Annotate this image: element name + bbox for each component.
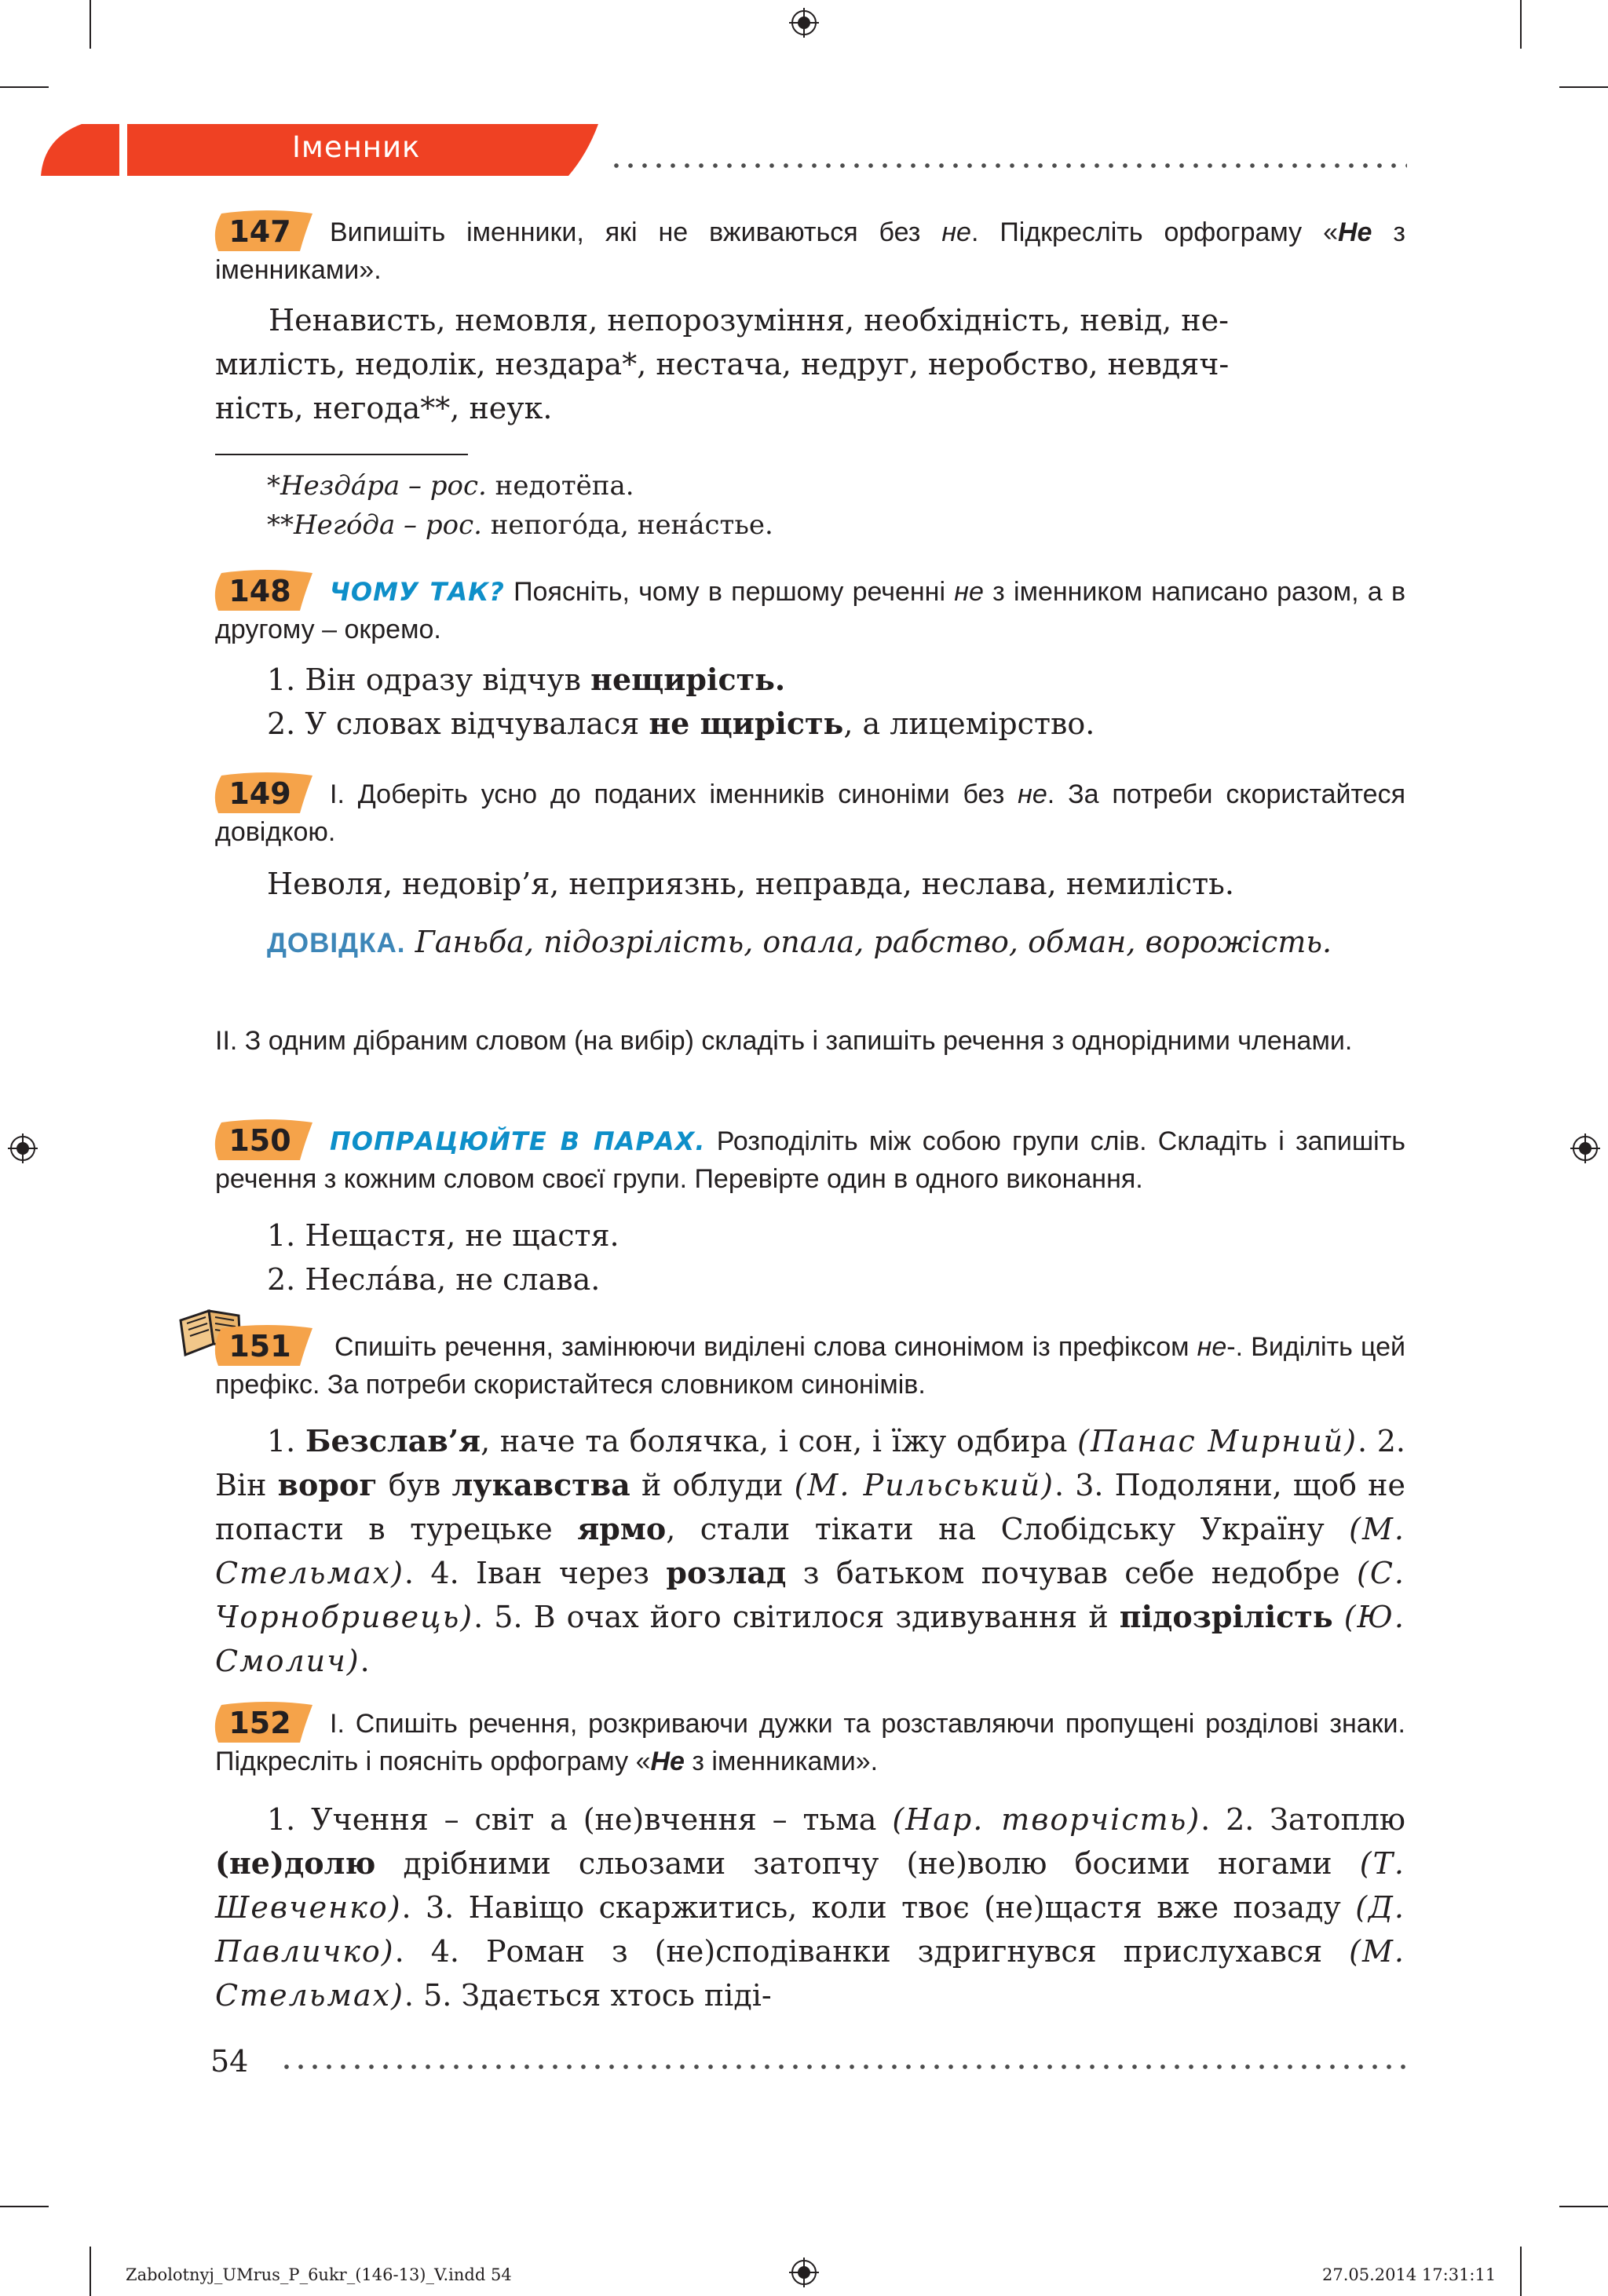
footnote: **Негóда – рос. непогóда, ненáстье.	[267, 509, 773, 541]
print-slug-date: 27.05.2014 17:31:11	[1322, 2265, 1497, 2284]
text-line: милість, недолік, нездара*, нестача, недруг, неробство, невдяч-	[215, 347, 1230, 381]
footnote: *Нездáра – рос. недотёпа.	[267, 470, 634, 502]
print-slug-file: Zabolotnyj_UMrus_P_6ukr_(146-13)_V.indd 54	[126, 2265, 512, 2284]
exercise-number-badge: 151	[212, 1325, 316, 1367]
exercise-task: І. Доберіть усно до поданих іменників синоніми без не. За потреби скористайтеся довідкою.	[215, 779, 1405, 847]
crop-mark	[1559, 2206, 1608, 2207]
text-line: 2. Неслáва, не слава.	[267, 1262, 601, 1297]
exercise-text: 1. Учення – світ а (не)вчення – тьма (Нар. творчість). 2. Затоплю (не)долю дрібними сльозами затопчу (не)волю босими ногами (Т. Шевченко). 3. Навіщо скаржитись, коли твоє (не)щастя вже позаду (Д. Павличко). 4. Роман з (не)сподіванки здригнувся прислухався (М. Стельмах). 5. Здається хтось піді-	[215, 1802, 1405, 2013]
exercise-number-badge: 149	[212, 772, 316, 815]
crop-mark	[1559, 86, 1608, 88]
page-number: 54	[210, 2044, 249, 2079]
text-line: Ненависть, немовля, непорозуміння, необхідність, невід, не-	[269, 303, 1229, 338]
text-line: 1. Він одразу відчув нещирість.	[267, 662, 786, 697]
crop-mark	[1520, 0, 1522, 49]
exercise-tag: ПОПРАЦЮЙТЕ В ПАРАХ.	[330, 1126, 706, 1156]
crop-mark	[1520, 2247, 1522, 2296]
exercise-task: II. З одним дібраним словом (на вибір) складіть і запишіть речення з однорідними членами.	[215, 1026, 1353, 1056]
dovidka-label: ДОВІДКА.	[267, 928, 406, 958]
registration-mark-icon	[789, 2258, 819, 2287]
exercise-number-badge: 152	[212, 1702, 316, 1744]
dovidka-text: ДОВІДКА. Ганьба, підозрілість, опала, рабство, обман, ворожість.	[267, 925, 1332, 959]
section-title: Іменник	[292, 130, 421, 164]
exercise-tag: ЧОМУ ТАК?	[330, 577, 505, 607]
text-line: 1. Нещастя, не щастя.	[267, 1218, 619, 1253]
exercise-text: 1. Безслав’я, наче та болячка, і сон, і їжу одбира (Панас Мирний). 2. Він ворог був лукавства й облуди (М. Рильський). 3. Подоляни, щоб не попасти в турецьке ярмо, стали тікати на Слобідську Україну (М. Стельмах). 4. Іван через розлад з батьком почував себе недобре (С. Чорнобривець). 5. В очах його світилося здивування й підозрілість (Ю. Смолич).	[215, 1423, 1405, 1678]
text-line: Неволя, недовір’я, неприязнь, неправда, неслава, немилість.	[267, 867, 1234, 901]
footnote-rule	[215, 454, 468, 455]
exercise-task: Спишіть речення, замінюючи виділені слова синонімом із префіксом не-. Виділіть цей префікс. За потреби скористайтеся словником синонімів.	[215, 1332, 1406, 1400]
footer-dotted-rule	[280, 2064, 1407, 2069]
exercise-task: ЧОМУ ТАК? Поясніть, чому в першому реченні не з іменником написано разом, а в другому – окремо.	[215, 577, 1406, 644]
exercise-number-badge: 148	[212, 570, 316, 612]
registration-mark-icon	[8, 1133, 38, 1163]
text-line: ність, негода**, неук.	[215, 391, 553, 425]
crop-mark	[90, 2247, 91, 2296]
exercise-number-badge: 150	[212, 1119, 316, 1162]
registration-mark-icon	[789, 8, 819, 38]
registration-mark-icon	[1570, 1133, 1600, 1163]
crop-mark	[0, 86, 49, 88]
exercise-text	[267, 862, 1405, 906]
exercise-text	[267, 658, 1405, 746]
exercise-task: Випишіть іменники, які не вживаються без не. Підкресліть орфограму «Не з іменниками».	[215, 217, 1405, 285]
exercise-text	[215, 298, 1405, 430]
exercise-text	[267, 1214, 1405, 1301]
header-dotted-rule	[609, 163, 1407, 168]
exercise-task	[215, 1122, 1405, 1198]
crop-mark	[0, 2206, 49, 2207]
text-line: 2. У словах відчувалася не щирість, а лицемірство.	[267, 706, 1095, 741]
exercise-task: І. Спишіть речення, розкриваючи дужки та розставляючи пропущені розділові знаки. Підкресліть і поясніть орфограму «Не з іменниками».	[215, 1709, 1405, 1776]
task-text: Розподіліть між собою групи слів. Складіть і запишіть речення з кожним словом своєї групи. Перевірте один в одного виконання.	[215, 1126, 1406, 1194]
crop-mark	[90, 0, 91, 49]
exercise-number-badge: 147	[212, 210, 316, 253]
